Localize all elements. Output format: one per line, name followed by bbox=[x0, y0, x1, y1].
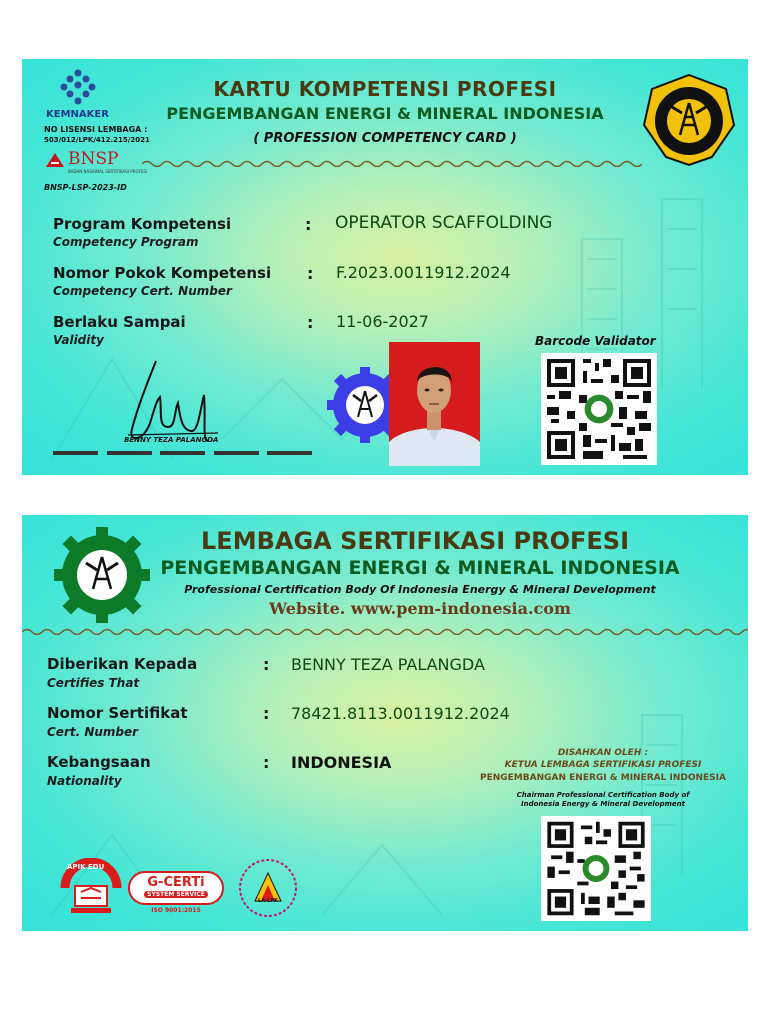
gcerti-iso: ISO 9001:2015 bbox=[151, 907, 201, 914]
signature-dash bbox=[107, 451, 152, 455]
field-colon: : bbox=[263, 753, 270, 772]
lisensi-number: 503/012/LPK/412.215/2021 bbox=[44, 136, 150, 144]
holder-photo bbox=[389, 342, 480, 466]
certification-card-back bbox=[22, 515, 748, 931]
approval-line4: Chairman Professional Certification Body of bbox=[516, 791, 690, 799]
qr-code[interactable] bbox=[541, 816, 651, 921]
field-colon: : bbox=[263, 655, 270, 674]
card-subtitle: PENGEMBANGAN ENERGI & MINERAL INDONESIA bbox=[160, 557, 680, 579]
bnsp-text: BNSP bbox=[68, 149, 119, 169]
decorative-divider bbox=[142, 159, 642, 167]
field-label-nomor-sertifikat: Nomor Sertifikat bbox=[47, 704, 188, 722]
field-label-en-diberikan: Certifies That bbox=[47, 676, 140, 690]
la-lpk-logo-icon bbox=[233, 857, 303, 919]
website-link[interactable]: Website. www.pem-indonesia.com bbox=[269, 599, 571, 618]
field-label-en-nomor-sertifikat: Cert. Number bbox=[47, 725, 139, 739]
field-label-program: Program Kompetensi bbox=[53, 215, 232, 233]
signature-dash bbox=[267, 451, 312, 455]
qr-code-icon bbox=[543, 818, 649, 919]
apik-edu-text: APIK EDU bbox=[67, 863, 105, 871]
signature-image bbox=[118, 351, 228, 447]
card-title: KARTU KOMPETENSI PROFESI bbox=[213, 77, 557, 101]
signature-name: BENNY TEZA PALANGDA bbox=[124, 436, 219, 444]
holder-photo-image bbox=[389, 342, 480, 466]
field-value-nomor-pokok: F.2023.0011912.2024 bbox=[336, 263, 511, 282]
qr-code-icon bbox=[543, 355, 655, 463]
approval-line1: DISAHKAN OLEH : bbox=[557, 748, 649, 758]
field-value-program: OPERATOR SCAFFOLDING bbox=[335, 213, 553, 233]
field-colon: : bbox=[307, 313, 314, 332]
bnsp-emblem-icon bbox=[44, 151, 66, 169]
signature-dash bbox=[53, 451, 98, 455]
gcerti-logo bbox=[128, 871, 224, 905]
kemnaker-label: KEMNAKER bbox=[46, 109, 109, 120]
gcerti-text: G-CERTi bbox=[147, 875, 205, 890]
decorative-divider bbox=[22, 627, 748, 635]
card-subtitle-en: ( PROFESSION COMPETENCY CARD ) bbox=[253, 131, 517, 146]
approval-line2: KETUA LEMBAGA SERTIFIKASI PROFESI bbox=[504, 760, 702, 770]
field-label-en-kebangsaan: Nationality bbox=[47, 774, 122, 788]
lisensi-label: NO LISENSI LEMBAGA : bbox=[44, 125, 148, 134]
field-label-nomor-pokok: Nomor Pokok Kompetensi bbox=[53, 264, 272, 282]
field-value-nomor-sertifikat: 78421.8113.0011912.2024 bbox=[291, 704, 510, 723]
field-label-en-program: Competency Program bbox=[53, 235, 199, 249]
card-subtitle: PENGEMBANGAN ENERGI & MINERAL INDONESIA bbox=[166, 104, 604, 123]
bnsp-code: BNSP-LSP-2023-ID bbox=[44, 183, 127, 192]
approval-line5: Indonesia Energy & Mineral Development bbox=[521, 800, 685, 808]
esdm-seal-icon bbox=[642, 73, 736, 167]
barcode-label: Barcode Validator bbox=[535, 334, 656, 348]
field-label-diberikan: Diberikan Kepada bbox=[47, 655, 198, 673]
la-lpk-inner: LA-LPK bbox=[258, 898, 278, 904]
field-value-kebangsaan: INDONESIA bbox=[291, 753, 392, 772]
field-colon: : bbox=[305, 215, 312, 234]
field-value-diberikan: BENNY TEZA PALANGDA bbox=[291, 655, 485, 674]
field-colon: : bbox=[307, 264, 314, 283]
card-subtitle-en: Professional Certification Body Of Indonesia Energy & Mineral Development bbox=[184, 583, 656, 596]
signature-dash bbox=[214, 451, 259, 455]
signature-dash bbox=[160, 451, 205, 455]
field-label-en-nomor-pokok: Competency Cert. Number bbox=[53, 284, 232, 298]
bnsp-subtext: BADAN NASIONAL SERTIFIKASI PROFESI bbox=[68, 169, 148, 174]
field-label-berlaku: Berlaku Sampai bbox=[53, 313, 186, 331]
field-label-en-berlaku: Validity bbox=[53, 333, 104, 347]
field-colon: : bbox=[263, 704, 270, 723]
competency-card-front bbox=[22, 59, 748, 475]
approval-line3: PENGEMBANGAN ENERGI & MINERAL INDONESIA bbox=[480, 773, 726, 783]
field-label-kebangsaan: Kebangsaan bbox=[47, 753, 151, 771]
qr-code[interactable] bbox=[541, 353, 657, 465]
gcerti-sub: SYSTEM SERVICE bbox=[144, 891, 208, 898]
card-title: LEMBAGA SERTIFIKASI PROFESI bbox=[201, 527, 629, 555]
field-value-berlaku: 11-06-2027 bbox=[336, 312, 429, 331]
